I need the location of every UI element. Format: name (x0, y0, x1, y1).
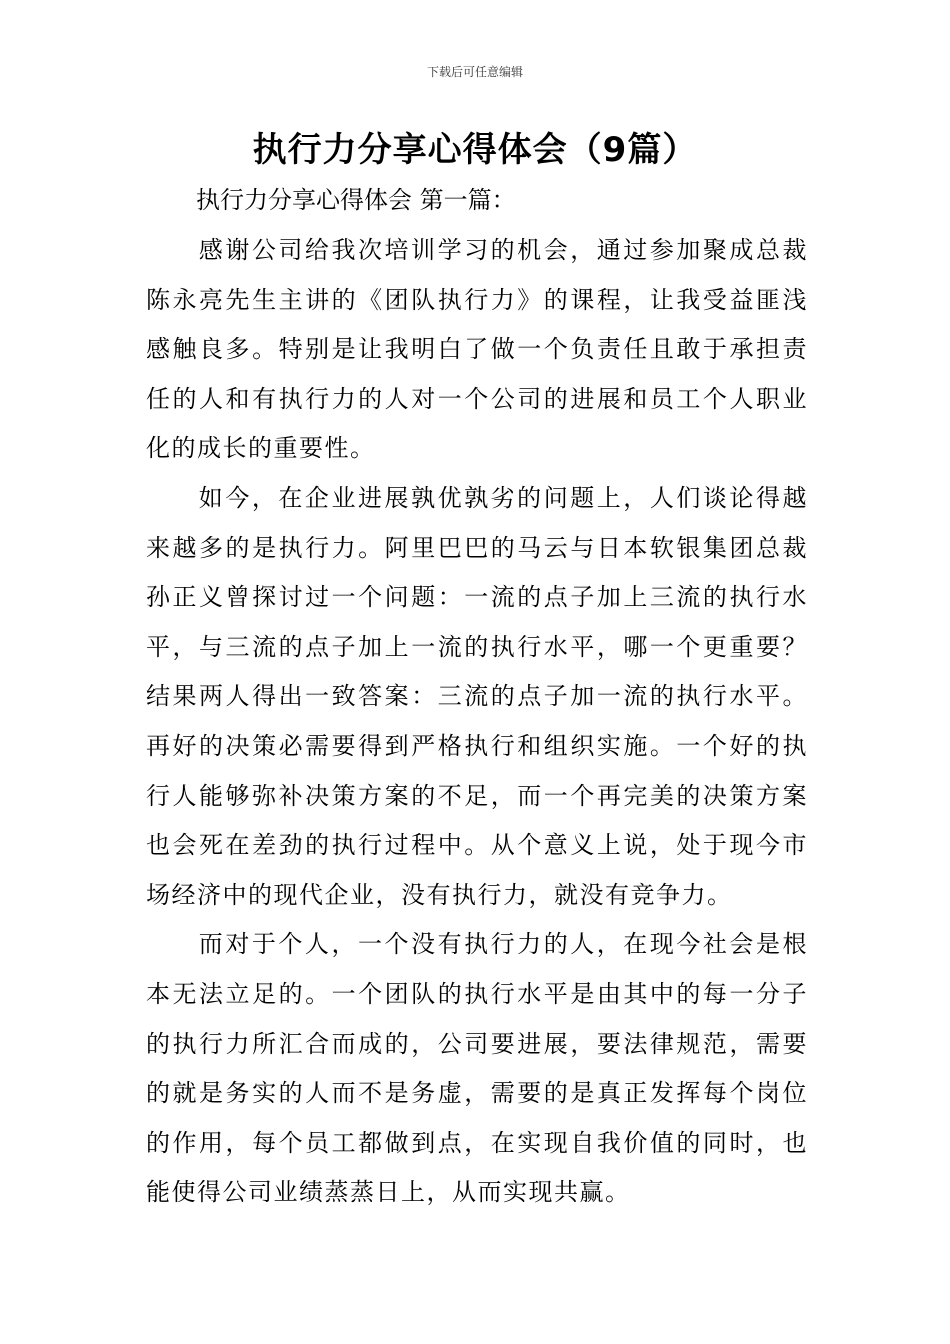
body-text (146, 226, 808, 1218)
paragraph-3: 而对于个人，一个没有执行力的人，在现今社会是根本无法立足的。一个团队的执行水平是由其中的每一分子的执行力所汇合而成的，公司要进展，要法律规范，需要的就是务实的人而不是务虚，需要的是真正发挥每个岗位的作用，每个员工都做到点，在实现自我价值的同时，也能使得公司业绩蒸蒸日上，从而实现共赢。 (146, 930, 808, 1207)
paragraph-1: 感谢公司给我次培训学习的机会，通过参加聚成总裁陈永亮先生主讲的《团队执行力》的课程，让我受益匪浅感触良多。特别是让我明白了做一个负责任且敢于承担责任的人和有执行力的人对一个公司的进展和员工个人职业化的成长的重要性。 (146, 236, 808, 463)
paragraph-2: 如今，在企业进展孰优孰劣的问题上，人们谈论得越来越多的是执行力。阿里巴巴的马云与日本软银集团总裁孙正义曾探讨过一个问题：一流的点子加上三流的执行水平，与三流的点子加上一流的执行水平，哪一个更重要？结果两人得出一致答案：三流的点子加一流的执行水平。再好的决策必需要得到严格执行和组织实施。一个好的执行人能够弥补决策方案的不足，而一个再完美的决策方案也会死在差劲的执行过程中。从个意义上说，处于现今市场经济中的现代企业，没有执行力，就没有竞争力。 (146, 483, 808, 909)
section-subheading: 执行力分享心得体会 第一篇： (196, 186, 516, 214)
document-title: 执行力分享心得体会（9篇） (252, 130, 698, 170)
header-note: 下载后可任意编辑 (426, 65, 523, 79)
